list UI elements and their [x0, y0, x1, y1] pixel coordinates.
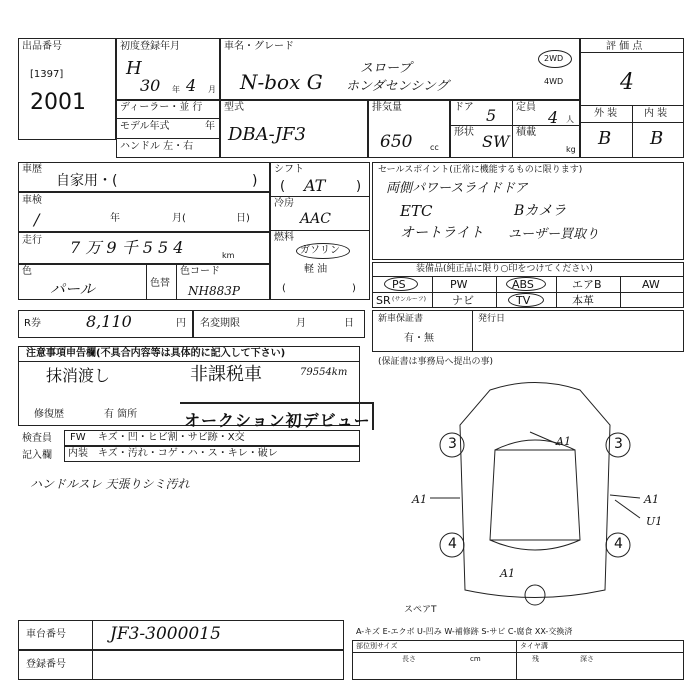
recorder-row2: キズ・汚れ・コゲ・ハ・ス・キレ・破レ — [98, 448, 278, 459]
deadline-day-unit: 日 — [344, 318, 354, 329]
notes-item2-note: 79554km — [300, 367, 348, 378]
ac-label: 冷房 — [274, 198, 294, 209]
spare-tire — [525, 585, 545, 605]
legend-row1: A-キズ E-エクボ U-凹み W-補修跡 S-サビ C-腐食 XX-交換済 — [356, 627, 573, 636]
color-code: NH883P — [188, 284, 240, 298]
score-value: 4 — [620, 70, 634, 95]
equipment-label: 装備品(純正品に限り○印をつけてください) — [416, 264, 593, 274]
shift-label: シフト — [274, 164, 304, 175]
warranty-note: (保証書は事務局へ提出の事) — [378, 357, 494, 367]
model-year-unit: 年 — [205, 121, 215, 132]
deadline-month-unit: 月 — [296, 318, 306, 329]
recorder-label: 記入欄 — [22, 450, 52, 461]
doors-value: 5 — [486, 106, 497, 125]
color-value: パール — [50, 280, 95, 298]
recorder-handwriting: ハンドルスレ 天張りシミ汚れ — [30, 477, 190, 491]
grade-line1: スロープ — [360, 61, 412, 76]
doors-label: ドア — [454, 102, 474, 113]
exterior-grade: B — [598, 128, 612, 149]
equip-leather: 本革 — [572, 294, 594, 307]
car-roof — [490, 450, 580, 540]
legend-length-label: 長さ — [402, 655, 416, 663]
selling-point-3: Bカメラ — [514, 203, 567, 219]
shift-value: AT — [304, 176, 326, 195]
selling-points-label: セールスポイント(正常に機能するものに限ります) — [378, 165, 583, 175]
reg-year-unit: 年 — [172, 85, 180, 94]
exterior-label: 外 装 — [594, 108, 618, 119]
repair-value: 有 箇所 — [104, 409, 138, 420]
model-year-label: モデル年式 — [120, 121, 170, 132]
car-diagram — [400, 370, 670, 620]
usage-close: ) — [252, 173, 258, 189]
registration-box — [18, 650, 344, 680]
equip-abs: ABS — [512, 278, 534, 291]
legend-tire-unit: 残 — [532, 655, 539, 663]
notes-header: 注意事項申告欄(不具合内容等は具体的に記入して下さい) — [26, 348, 286, 359]
car-rear-window — [490, 540, 580, 550]
reg-month: 4 — [186, 76, 197, 95]
fuel-paren-open: ( — [282, 283, 286, 294]
displacement-value: 650 — [380, 132, 413, 152]
selling-point-4: オートライト — [400, 225, 484, 241]
equip-sr-sub: (サンルーフ) — [392, 296, 426, 303]
legend-depth-label: 深さ — [580, 655, 594, 663]
reg-year: 30 — [140, 76, 161, 95]
inspector-fw: FW — [70, 432, 86, 443]
selling-point-5: ユーザー買取り — [508, 227, 600, 242]
lot-number: 2001 — [30, 90, 86, 115]
color-label: 色 — [22, 266, 32, 277]
first-reg-label: 初度登録年月 — [120, 41, 180, 52]
inspection-month-unit: 月( — [172, 213, 186, 224]
equip-aw: AW — [642, 278, 660, 291]
capacity-value: 4 — [548, 108, 559, 127]
repair-label: 修復歴 — [34, 409, 64, 420]
car-name-label: 車名・グレード — [224, 41, 294, 52]
warranty-options: 有・無 — [404, 333, 434, 344]
damage-a1-top: A1 — [556, 435, 571, 448]
shift-paren-close: ) — [356, 179, 362, 194]
damage-u1-right: U1 — [646, 515, 663, 528]
load-label: 積載 — [516, 127, 536, 138]
grade-line2: ホンダセンシング — [346, 79, 449, 94]
damage-a1-right: A1 — [644, 493, 659, 506]
legend-size-unit: cm — [470, 655, 481, 663]
inspector-label: 検査員 — [22, 433, 52, 444]
score-label: 評 価 点 — [606, 41, 643, 52]
drive-2wd: 2WD — [544, 54, 564, 63]
recorder-interior-tag: 内装 — [68, 448, 88, 459]
selling-point-1: 両側パワースライドドア — [386, 181, 528, 196]
damage-a1-rear: A1 — [500, 567, 515, 580]
drive-4wd: 4WD — [544, 77, 564, 86]
usage-label: 車歴 — [22, 164, 42, 175]
warranty-label: 新車保証書 — [378, 314, 424, 324]
shape-value: SW — [482, 132, 510, 151]
damage-mark-right-1 — [610, 495, 640, 498]
deadline-label: 名変期限 — [200, 318, 240, 329]
notes-item1: 抹消渡し — [46, 366, 111, 385]
shift-paren-open: ( — [280, 179, 286, 194]
legend-size-label: 部位別サイズ — [356, 642, 398, 650]
equip-ps: PS — [392, 278, 406, 291]
registration-label: 登録番号 — [26, 659, 66, 670]
equip-tv: TV — [516, 294, 531, 307]
load-unit: kg — [566, 145, 576, 154]
damage-a1-left: A1 — [412, 493, 427, 506]
debut-banner: オークション初デビュー — [184, 411, 371, 430]
fuel-paren-close: ) — [352, 283, 356, 294]
mileage-value: 7 万 9 千 5 5 4 — [70, 238, 184, 257]
spare-label: スペアT — [404, 605, 437, 615]
chassis-label: 車台番号 — [26, 629, 66, 640]
inspection-day-unit: 日) — [236, 213, 250, 224]
damage-mark-right-2 — [615, 500, 640, 518]
equip-sr: SR — [376, 294, 391, 307]
recycle-value: 8,110 — [86, 312, 132, 331]
fuel-gasoline: ガソリン — [300, 245, 340, 256]
recycle-unit: 円 — [176, 318, 186, 329]
model-code: DBA-JF3 — [228, 124, 306, 145]
era: H — [126, 58, 142, 79]
car-name: N-box G — [240, 70, 323, 94]
interior-grade: B — [650, 128, 664, 149]
inspection-label: 車検 — [22, 195, 42, 206]
equip-airbag: エアB — [572, 278, 602, 291]
equip-pw: PW — [450, 278, 468, 291]
capacity-unit: 人 — [566, 115, 574, 124]
inspection-year-unit: 年 — [110, 213, 120, 224]
recycle-label: R券 — [24, 318, 41, 329]
displacement-label: 排気量 — [372, 102, 402, 113]
mileage-label: 走行 — [22, 235, 42, 246]
lot-label: 出品番号 — [22, 41, 62, 52]
warranty-date-label: 発行日 — [478, 314, 506, 324]
fuel-label: 燃料 — [274, 232, 294, 243]
tire-mark-rr: 4 — [614, 536, 623, 552]
equip-navi: ナビ — [452, 294, 474, 307]
legend-tire-label: タイヤ溝 — [520, 642, 548, 650]
color-code-label: 色コード — [180, 266, 220, 277]
interior-label: 内 装 — [644, 108, 668, 119]
reg-month-unit: 月 — [208, 85, 216, 94]
mileage-unit: km — [222, 251, 235, 260]
lot-box — [18, 38, 116, 140]
ac-value: AAC — [300, 211, 331, 227]
lot-code: [1397] — [30, 69, 64, 80]
displacement-unit: cc — [430, 143, 439, 152]
model-type-label: 型式 — [224, 102, 244, 113]
dealer-label: ディーラー・並 行 — [120, 102, 203, 113]
notes-item2: 非課税車 — [190, 364, 262, 385]
inspection-mark: / — [34, 210, 40, 229]
chassis-value: JF3-3000015 — [110, 624, 221, 644]
fuel-light-oil: 軽 油 — [304, 264, 328, 275]
inspector-row1: キズ・凹・ヒビ割・サビ跡・X交 — [98, 432, 245, 443]
usage-value: 自家用・( — [56, 173, 118, 189]
handle-label: ハンドル 左・右 — [120, 141, 194, 152]
tire-mark-fl: 3 — [448, 436, 457, 452]
car-body-outline — [460, 383, 610, 598]
shape-label: 形状 — [454, 127, 474, 138]
capacity-label: 定員 — [516, 102, 536, 113]
tire-mark-fr: 3 — [614, 436, 623, 452]
color-change-label: 色替 — [150, 278, 170, 289]
tire-mark-rl: 4 — [448, 536, 457, 552]
selling-point-2: ETC — [400, 202, 433, 220]
inspection-box — [18, 192, 270, 232]
